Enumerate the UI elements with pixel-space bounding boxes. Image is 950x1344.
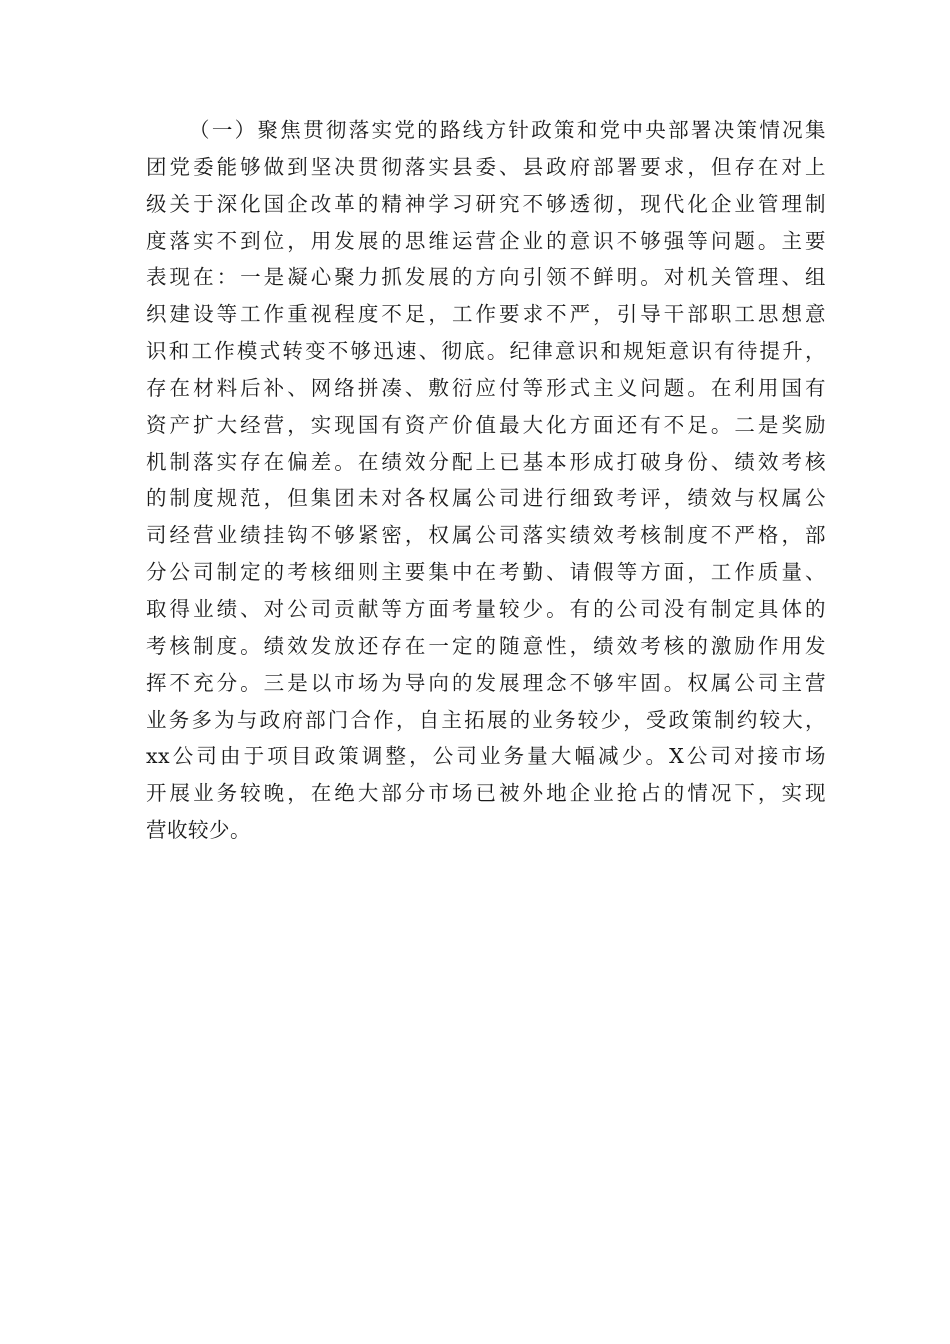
paragraph-line: 的制度规范，但集团未对各权属公司进行细致考评，绩效与权属公 [146, 486, 826, 511]
paragraph-line: 存在材料后补、网络拼凑、敷衍应付等形式主义问题。在利用国有 [146, 375, 826, 400]
paragraph-line: 级关于深化国企改革的精神学习研究不够透彻，现代化企业管理制 [146, 191, 826, 216]
paragraph-line: 织建设等工作重视程度不足，工作要求不严，引导干部职工思想意 [146, 302, 826, 327]
paragraph-line: 考核制度。绩效发放还存在一定的随意性，绩效考核的激励作用发 [146, 633, 826, 658]
paragraph-line: 取得业绩、对公司贡献等方面考量较少。有的公司没有制定具体的 [146, 596, 826, 621]
paragraph-line: 分公司制定的考核细则主要集中在考勤、请假等方面，工作质量、 [146, 560, 826, 585]
body-paragraph [146, 112, 826, 849]
paragraph-line: 司经营业绩挂钩不够紧密，权属公司落实绩效考核制度不严格，部 [146, 523, 826, 548]
paragraph-line: 营收较少。 [146, 818, 251, 843]
paragraph-line: 业务多为与政府部门合作，自主拓展的业务较少，受政策制约较大， [146, 707, 826, 732]
paragraph-line: 度落实不到位，用发展的思维运营企业的意识不够强等问题。主要 [146, 228, 826, 253]
paragraph-line: 资产扩大经营，实现国有资产价值最大化方面还有不足。二是奖励 [146, 412, 826, 437]
paragraph-line: （一）聚焦贯彻落实党的路线方针政策和党中央部署决策情况集 [189, 118, 826, 142]
paragraph-line: 机制落实存在偏差。在绩效分配上已基本形成打破身份、绩效考核 [146, 449, 826, 474]
paragraph-line: 识和工作模式转变不够迅速、彻底。纪律意识和规矩意识有待提升， [146, 339, 826, 364]
paragraph-line: 团党委能够做到坚决贯彻落实县委、县政府部署要求，但存在对上 [146, 154, 826, 179]
paragraph-line: xx公司由于项目政策调整，公司业务量大幅减少。X公司对接市场 [146, 744, 826, 769]
paragraph-line: 表现在：一是凝心聚力抓发展的方向引领不鲜明。对机关管理、组 [146, 265, 826, 290]
paragraph-line: 挥不充分。三是以市场为导向的发展理念不够牢固。权属公司主营 [146, 670, 826, 695]
paragraph-line: 开展业务较晚，在绝大部分市场已被外地企业抢占的情况下，实现 [146, 781, 826, 806]
